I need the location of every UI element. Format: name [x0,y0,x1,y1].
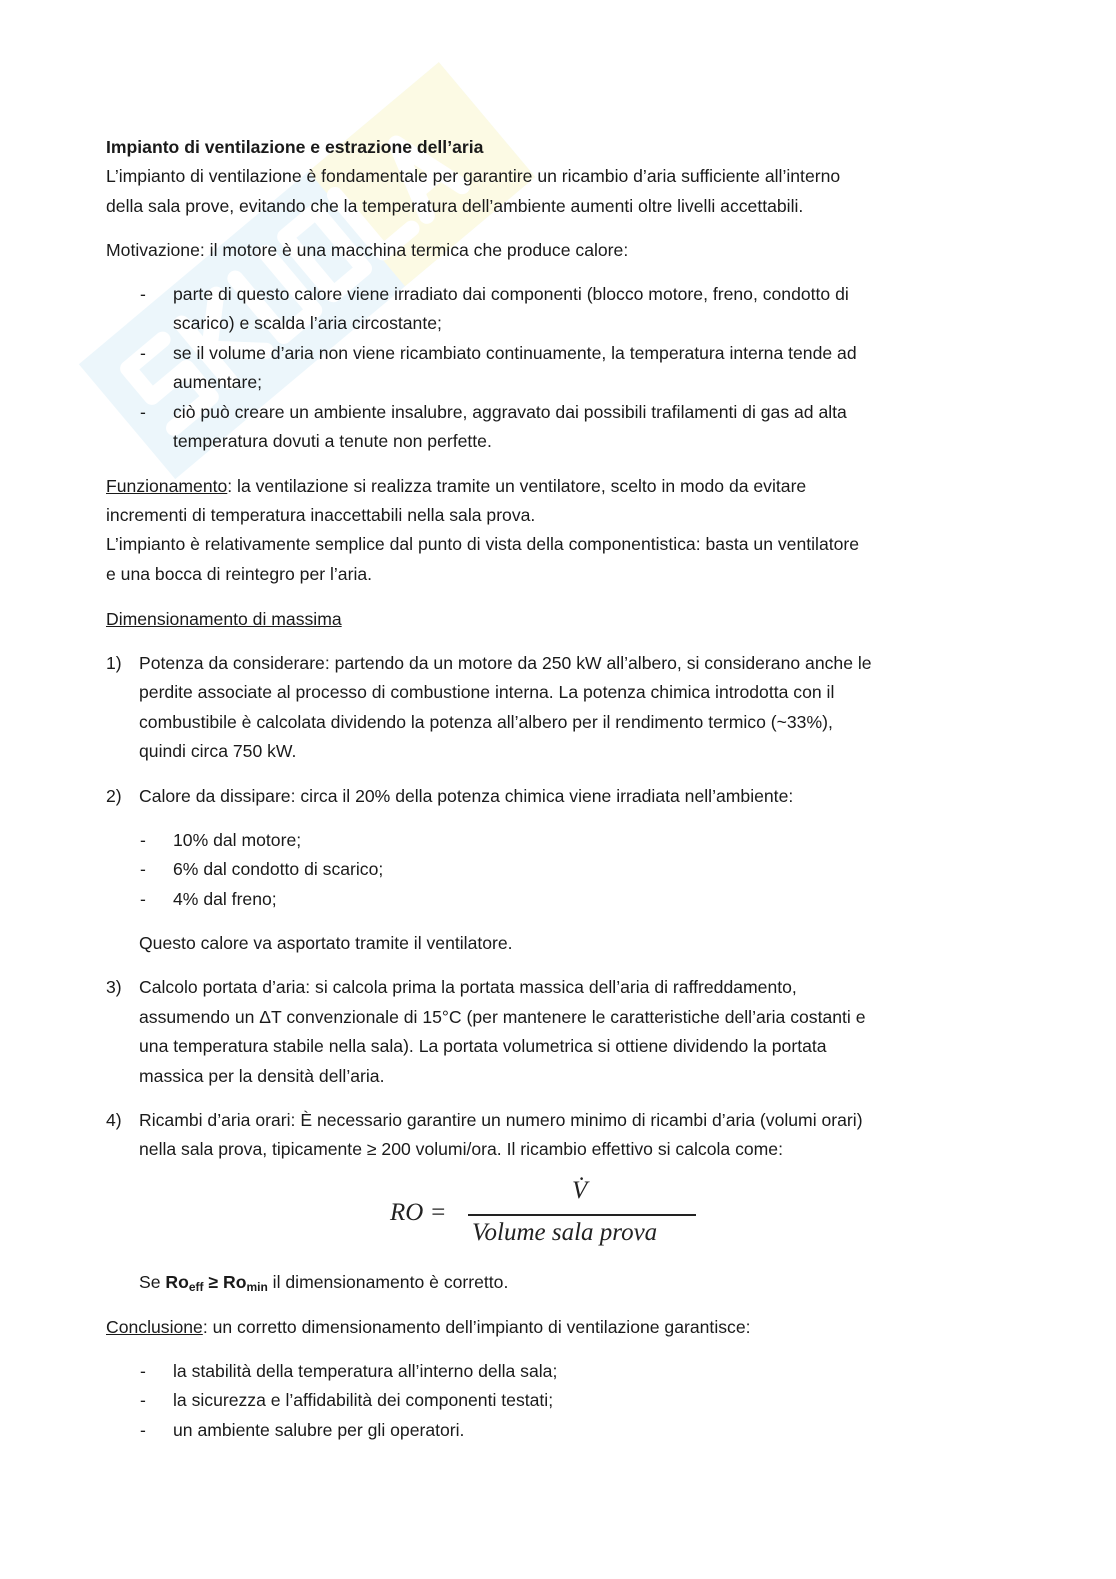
dimensionamento-heading: Dimensionamento di massima [106,609,342,629]
conclusione-line [106,1315,751,1339]
bullet-dash: - [140,1390,146,1410]
conclusione-label: Conclusione [106,1317,203,1337]
funzionamento-line: incrementi di temperatura inaccettabili nella sala prova. [106,505,536,525]
step-text: combustibile è calcolata dividendo la potenza all’albero per il rendimento termico (~33%), [139,712,833,732]
check-post: il dimensionamento è corretto. [267,1272,509,1292]
step-text: perdite associate al processo di combustione interna. La potenza chimica introdotta con il [139,682,835,702]
step-number: 1) [106,653,122,673]
bullet-dash: - [140,859,146,879]
bullet-text: la sicurezza e l’affidabilità dei componenti testati; [173,1390,554,1410]
bullet-dash: - [140,889,146,909]
bullet-text: 10% dal motore; [173,830,302,850]
step-text: Potenza da considerare: partendo da un motore da 250 kW all’albero, si considerano anche le [139,653,872,673]
bullet-text: 4% dal freno; [173,889,277,909]
conclusione-text: : un corretto dimensionamento dell’impianto di ventilazione garantisce: [202,1317,751,1337]
bullet-text: temperatura dovuti a tenute non perfette. [173,431,492,451]
step-text: una temperatura stabile nella sala). La portata volumetrica si ottiene dividendo la portata [139,1036,827,1056]
check-pre: Se [139,1272,166,1292]
formula-lhs: RO = [390,1199,447,1226]
bullet-text: 6% dal condotto di scarico; [173,859,384,879]
bullet-dash: - [140,830,146,850]
bullet-text: aumentare; [173,372,262,392]
bullet-dash: - [140,1361,146,1381]
bullet-text: scarico) e scalda l’aria circostante; [173,313,442,333]
funzionamento-line [106,474,806,498]
step-text: Calcolo portata d’aria: si calcola prima la portata massica dell’aria di raffreddamento, [139,977,797,997]
bullet-dash: - [140,343,146,363]
ro-eff-sub: eff [188,1280,204,1294]
ro-min: Ro [222,1272,247,1292]
step-number: 3) [106,977,122,997]
step-after-text: Questo calore va asportato tramite il ventilatore. [139,933,513,953]
funzionamento-line: L’impianto è relativamente semplice dal punto di vista della componentistica: basta un ventilatore [106,534,860,554]
formula-denominator: Volume sala prova [472,1219,658,1246]
step-text: assumendo un ΔT convenzionale di 15°C (per mantenere le caratteristiche dell’aria costanti e [139,1007,866,1027]
bullet-text: la stabilità della temperatura all’interno della sala; [173,1361,558,1381]
page-title: Impianto di ventilazione e estrazione dell’aria [106,137,484,157]
intro-line: L’impianto di ventilazione è fondamentale per garantire un ricambio d’aria sufficiente all’interno [106,166,841,186]
bullet-dash: - [140,402,146,422]
check-line [139,1270,508,1294]
funzionamento-text: : la ventilazione si realizza tramite un ventilatore, scelto in modo da evitare [227,476,807,496]
ro-min-sub: min [246,1280,268,1294]
motivazione-text: Motivazione: il motore è una macchina termica che produce calore: [106,240,629,260]
step-number: 2) [106,786,122,806]
bullet-text: se il volume d’aria non viene ricambiato continuamente, la temperatura interna tende ad [173,343,857,363]
step-text: quindi circa 750 kW. [139,741,297,761]
step-text: massica per la densità dell’aria. [139,1066,385,1086]
bullet-text: un ambiente salubre per gli operatori. [173,1420,465,1440]
ro-eff: Ro [165,1272,189,1292]
bullet-dash: - [140,284,146,304]
formula-numerator: V̇ [572,1177,588,1204]
funzionamento-line: e una bocca di reintegro per l’aria. [106,564,373,584]
step-number: 4) [106,1110,122,1130]
step-text: nella sala prova, tipicamente ≥ 200 volumi/ora. Il ricambio effettivo si calcola come: [139,1139,783,1159]
bullet-text: ciò può creare un ambiente insalubre, aggravato dai possibili trafilamenti di gas ad alta [173,402,847,422]
bullet-dash: - [140,1420,146,1440]
intro-line: della sala prove, evitando che la temperatura dell’ambiente aumenti oltre livelli accettabili. [106,196,804,216]
ge-sign: ≥ [203,1272,223,1292]
fraction-bar [468,1214,696,1216]
funzionamento-label: Funzionamento [106,476,228,496]
bullet-text: parte di questo calore viene irradiato dai componenti (blocco motore, freno, condotto di [173,284,849,304]
step-text: Calore da dissipare: circa il 20% della potenza chimica viene irradiata nell’ambiente: [139,786,794,806]
step-text: Ricambi d’aria orari: È necessario garantire un numero minimo di ricambi d’aria (volumi orari) [139,1110,863,1130]
